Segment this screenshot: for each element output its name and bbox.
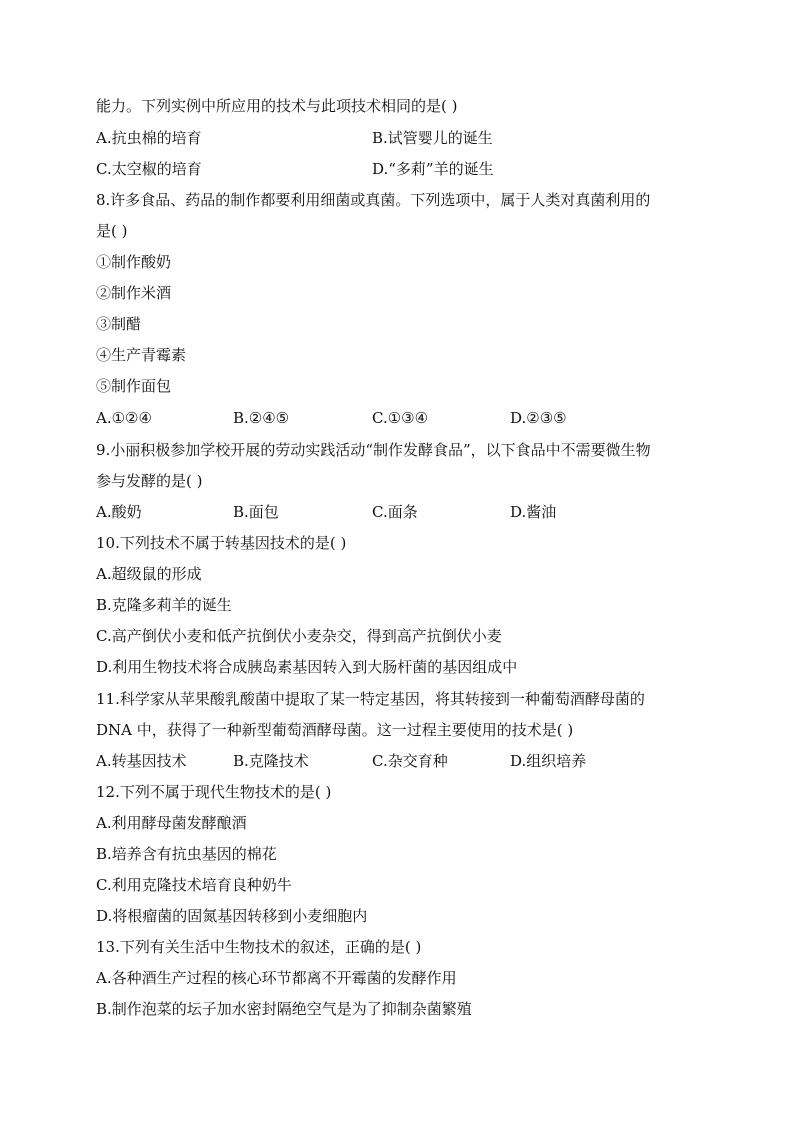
q11-stem-line1: 11.科学家从苹果酸乳酸菌中提取了某一特定基因，将其转接到一种葡萄酒酵母菌的 xyxy=(96,690,645,708)
q8-item-2: ②制作米酒 xyxy=(96,284,172,302)
q13-option-a: A.各种酒生产过程的核心环节都离不开霉菌的发酵作用 xyxy=(96,969,457,987)
q9-option-a: A.酸奶 xyxy=(96,503,142,521)
q8-option-c: C.①③④ xyxy=(372,409,429,427)
q11-option-a: A.转基因技术 xyxy=(96,752,187,770)
q8-option-d: D.②③⑤ xyxy=(510,409,567,427)
q13-stem: 13.下列有关生活中生物技术的叙述，正确的是( ) xyxy=(96,938,422,956)
q8-item-5: ⑤制作面包 xyxy=(96,377,172,395)
q11-stem-line2: DNA 中，获得了一种新型葡萄酒酵母菌。这一过程主要使用的技术是( ) xyxy=(96,721,574,739)
q9-option-c: C.面条 xyxy=(372,503,418,521)
q12-option-d: D.将根瘤菌的固氮基因转移到小麦细胞内 xyxy=(96,907,368,925)
q10-option-d: D.利用生物技术将合成胰岛素基因转入到大肠杆菌的基因组成中 xyxy=(96,658,518,676)
q7-option-b: B.试管婴儿的诞生 xyxy=(372,129,493,147)
q12-option-a: A.利用酵母菌发酵酿酒 xyxy=(96,814,247,832)
q12-option-b: B.培养含有抗虫基因的棉花 xyxy=(96,845,277,863)
q11-option-d: D.组织培养 xyxy=(510,752,587,770)
q12-option-c: C.利用克隆技术培育良种奶牛 xyxy=(96,876,292,894)
q8-stem-line2: 是( ) xyxy=(96,222,128,240)
q8-item-4: ④生产青霉素 xyxy=(96,346,187,364)
q7-option-a: A.抗虫棉的培育 xyxy=(96,129,202,147)
q8-item-3: ③制醋 xyxy=(96,315,142,333)
q8-option-a: A.①②④ xyxy=(96,409,152,427)
q8-stem-line1: 8.许多食品、药品的制作都要利用细菌或真菌。下列选项中，属于人类对真菌利用的 xyxy=(96,191,651,209)
q12-stem: 12.下列不属于现代生物技术的是( ) xyxy=(96,783,332,801)
q10-option-c: C.高产倒伏小麦和低产抗倒伏小麦杂交，得到高产抗倒伏小麦 xyxy=(96,627,502,645)
q9-option-d: D.酱油 xyxy=(510,503,557,521)
q7-option-c: C.太空椒的培育 xyxy=(96,160,202,178)
q10-option-b: B.克隆多莉羊的诞生 xyxy=(96,596,232,614)
q10-option-a: A.超级鼠的形成 xyxy=(96,565,202,583)
q7-option-d: D.“多莉”羊的诞生 xyxy=(372,160,494,178)
q7-stem-continued: 能力。下列实例中所应用的技术与此项技术相同的是( ) xyxy=(96,97,458,115)
q8-item-1: ①制作酸奶 xyxy=(96,253,172,271)
q11-option-c: C.杂交育种 xyxy=(372,752,448,770)
q8-option-b: B.②④⑤ xyxy=(233,409,290,427)
q9-stem-line1: 9.小丽积极参加学校开展的劳动实践活动“制作发酵食品”，以下食品中不需要微生物 xyxy=(96,441,651,459)
q13-option-b: B.制作泡菜的坛子加水密封隔绝空气是为了抑制杂菌繁殖 xyxy=(96,1000,472,1018)
q9-stem-line2: 参与发酵的是( ) xyxy=(96,472,203,490)
q9-option-b: B.面包 xyxy=(233,503,279,521)
q11-option-b: B.克隆技术 xyxy=(233,752,309,770)
q10-stem: 10.下列技术不属于转基因技术的是( ) xyxy=(96,534,347,552)
